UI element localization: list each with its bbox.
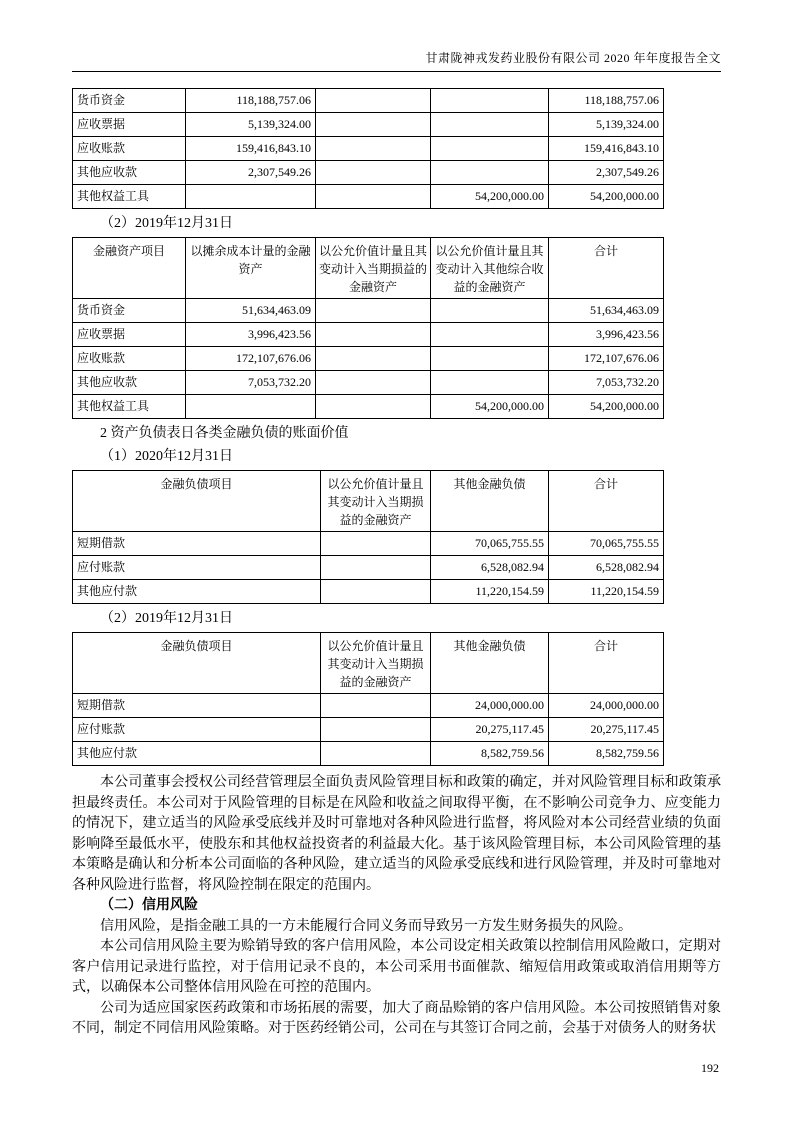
amount-cell: [321, 718, 431, 742]
assets-2020-table-continued: [72, 88, 664, 209]
table-row: [73, 347, 664, 371]
table-header-row: [73, 238, 664, 299]
table-body: [73, 89, 664, 209]
amount-cell: 51,634,463.09: [186, 299, 316, 323]
amount-cell: [316, 89, 431, 113]
amount-cell: 54,200,000.00: [549, 185, 664, 209]
amount-cell: [316, 347, 431, 371]
row-label-cell: 其他应收款: [73, 371, 186, 395]
column-header: 合计: [549, 238, 664, 299]
table-body: [73, 299, 664, 419]
amount-cell: [316, 185, 431, 209]
column-header: 金融负债项目: [73, 471, 321, 532]
table-row: [73, 556, 664, 580]
column-header: 合计: [549, 633, 664, 694]
amount-cell: [431, 113, 549, 137]
column-header: 以公允价值计量且其变动计入当期损益的金融资产: [321, 633, 431, 694]
amount-cell: 5,139,324.00: [549, 113, 664, 137]
amount-cell: 159,416,843.10: [186, 137, 316, 161]
row-label-cell: 货币资金: [73, 89, 186, 113]
column-header: 合计: [549, 471, 664, 532]
table-header-row: [73, 633, 664, 694]
row-label-cell: 短期借款: [73, 694, 321, 718]
amount-cell: [316, 395, 431, 419]
paragraph-credit-risk-strategy: 公司为适应国家医药政策和市场拓展的需要，加大了商品赊销的客户信用风险。本公司按照销售对象不同，制定不同信用风险策略。对于医药经销公司，公司在与其签订合同之前，会基于对债务人的财务状: [72, 1000, 721, 1036]
column-header: 以公允价值计量且其变动计入其他综合收益的金融资产: [431, 238, 549, 299]
amount-cell: [321, 694, 431, 718]
table-row: [73, 580, 664, 604]
amount-cell: 159,416,843.10: [549, 137, 664, 161]
amount-cell: 7,053,732.20: [186, 371, 316, 395]
section-heading-liabilities: 2 资产负债表日各类金融负债的账面价值: [100, 426, 349, 441]
row-label-cell: 应收票据: [73, 113, 186, 137]
amount-cell: [431, 347, 549, 371]
column-header: 金融资产项目: [73, 238, 186, 299]
amount-cell: 54,200,000.00: [431, 185, 549, 209]
amount-cell: [316, 299, 431, 323]
amount-cell: [431, 371, 549, 395]
amount-cell: [431, 299, 549, 323]
row-label-cell: 货币资金: [73, 299, 186, 323]
amount-cell: 118,188,757.06: [186, 89, 316, 113]
amount-cell: 70,065,755.55: [431, 532, 549, 556]
amount-cell: [186, 395, 316, 419]
row-label-cell: 应付账款: [73, 556, 321, 580]
column-header: 以摊余成本计量的金融资产: [186, 238, 316, 299]
amount-cell: 2,307,549.26: [186, 161, 316, 185]
amount-cell: [316, 137, 431, 161]
section-heading-liab-2019: （2）2019年12月31日: [100, 611, 233, 626]
amount-cell: [431, 137, 549, 161]
column-header: 以公允价值计量且其变动计入当期损益的金融资产: [321, 471, 431, 532]
row-label-cell: 应收票据: [73, 323, 186, 347]
amount-cell: 54,200,000.00: [431, 395, 549, 419]
amount-cell: [321, 532, 431, 556]
row-label-cell: 其他权益工具: [73, 185, 186, 209]
amount-cell: 6,528,082.94: [431, 556, 549, 580]
column-header: 以公允价值计量且其变动计入当期损益的金融资产: [316, 238, 431, 299]
assets-2019-table: [72, 237, 664, 419]
table-row: [73, 694, 664, 718]
section-heading-assets-2019: （2）2019年12月31日: [100, 216, 233, 231]
paragraph-credit-risk-policy: 本公司信用风险主要为赊销导致的客户信用风险，本公司设定相关政策以控制信用风险敞口，定期对客户信用记录进行监控，对于信用记录不良的，本公司采用书面催款、缩短信用政策或取消信用期等方式，以确保本公司整体信用风险在可控的范围内。: [72, 939, 721, 995]
table-row: [73, 89, 664, 113]
row-label-cell: 其他应付款: [73, 580, 321, 604]
amount-cell: [321, 580, 431, 604]
amount-cell: [321, 742, 431, 766]
amount-cell: 5,139,324.00: [186, 113, 316, 137]
amount-cell: [316, 113, 431, 137]
table-row: [73, 113, 664, 137]
amount-cell: 24,000,000.00: [549, 694, 664, 718]
amount-cell: 172,107,676.06: [549, 347, 664, 371]
amount-cell: 54,200,000.00: [549, 395, 664, 419]
amount-cell: 20,275,117.45: [431, 718, 549, 742]
table-body: [73, 532, 664, 604]
liabilities-2019-table: [72, 632, 664, 766]
amount-cell: 8,582,759.56: [549, 742, 664, 766]
amount-cell: [316, 371, 431, 395]
table-body: [73, 694, 664, 766]
body-text-block: [72, 773, 721, 1040]
amount-cell: 70,065,755.55: [549, 532, 664, 556]
table-row: [73, 371, 664, 395]
amount-cell: 7,053,732.20: [549, 371, 664, 395]
page-number: 192: [701, 1061, 719, 1075]
amount-cell: 51,634,463.09: [549, 299, 664, 323]
report-header-title: 甘肃陇神戎发药业股份有限公司 2020 年年度报告全文: [425, 51, 721, 65]
amount-cell: [186, 185, 316, 209]
section-heading-liab-2020: （1）2020年12月31日: [100, 449, 233, 464]
amount-cell: 8,582,759.56: [431, 742, 549, 766]
amount-cell: 3,996,423.56: [549, 323, 664, 347]
amount-cell: 11,220,154.59: [549, 580, 664, 604]
amount-cell: [431, 323, 549, 347]
amount-cell: [321, 556, 431, 580]
row-label-cell: 短期借款: [73, 532, 321, 556]
table-row: [73, 718, 664, 742]
paragraph-credit-risk-definition: 信用风险，是指金融工具的一方未能履行合同义务而导致另一方发生财务损失的风险。: [100, 918, 632, 934]
column-header: 其他金融负债: [431, 633, 549, 694]
table-row: [73, 161, 664, 185]
row-label-cell: 其他应收款: [73, 161, 186, 185]
liabilities-2020-table: [72, 470, 664, 604]
column-header: 金融负债项目: [73, 633, 321, 694]
table-header-row: [73, 471, 664, 532]
row-label-cell: 应收账款: [73, 347, 186, 371]
amount-cell: 11,220,154.59: [431, 580, 549, 604]
table-row: [73, 185, 664, 209]
amount-cell: 6,528,082.94: [549, 556, 664, 580]
amount-cell: [431, 89, 549, 113]
amount-cell: [316, 323, 431, 347]
amount-cell: 24,000,000.00: [431, 694, 549, 718]
row-label-cell: 应付账款: [73, 718, 321, 742]
table-row: [73, 742, 664, 766]
amount-cell: [316, 161, 431, 185]
amount-cell: 118,188,757.06: [549, 89, 664, 113]
column-header: 其他金融负债: [431, 471, 549, 532]
table-row: [73, 532, 664, 556]
row-label-cell: 其他应付款: [73, 742, 321, 766]
amount-cell: 2,307,549.26: [549, 161, 664, 185]
amount-cell: 3,996,423.56: [186, 323, 316, 347]
header-rule: [72, 71, 721, 72]
table-row: [73, 323, 664, 347]
row-label-cell: 其他权益工具: [73, 395, 186, 419]
table-row: [73, 137, 664, 161]
heading-credit-risk: （二）信用风险: [100, 898, 198, 913]
amount-cell: 20,275,117.45: [549, 718, 664, 742]
table-row: [73, 299, 664, 323]
table-row: [73, 395, 664, 419]
amount-cell: [431, 161, 549, 185]
row-label-cell: 应收账款: [73, 137, 186, 161]
amount-cell: 172,107,676.06: [186, 347, 316, 371]
paragraph-risk-management: 本公司董事会授权公司经营管理层全面负责风险管理目标和政策的确定，并对风险管理目标和政策承担最终责任。本公司对于风险管理的目标是在风险和收益之间取得平衡，在不影响公司竞争力、应变能力的情况下，建立适当的风险承受底线并及时可靠地对各种风险进行监督，将风险对本公司经营业绩的负面影响降至最低水平，使股东和其他权益投资者的利益最大化。基于该风险管理目标，本公司风险管理的基本策略是确认和分析本公司面临的各种风险，建立适当的风险承受底线和进行风险管理，并及时可靠地对各种风险进行监督，将风险控制在限定的范围内。: [72, 775, 721, 893]
